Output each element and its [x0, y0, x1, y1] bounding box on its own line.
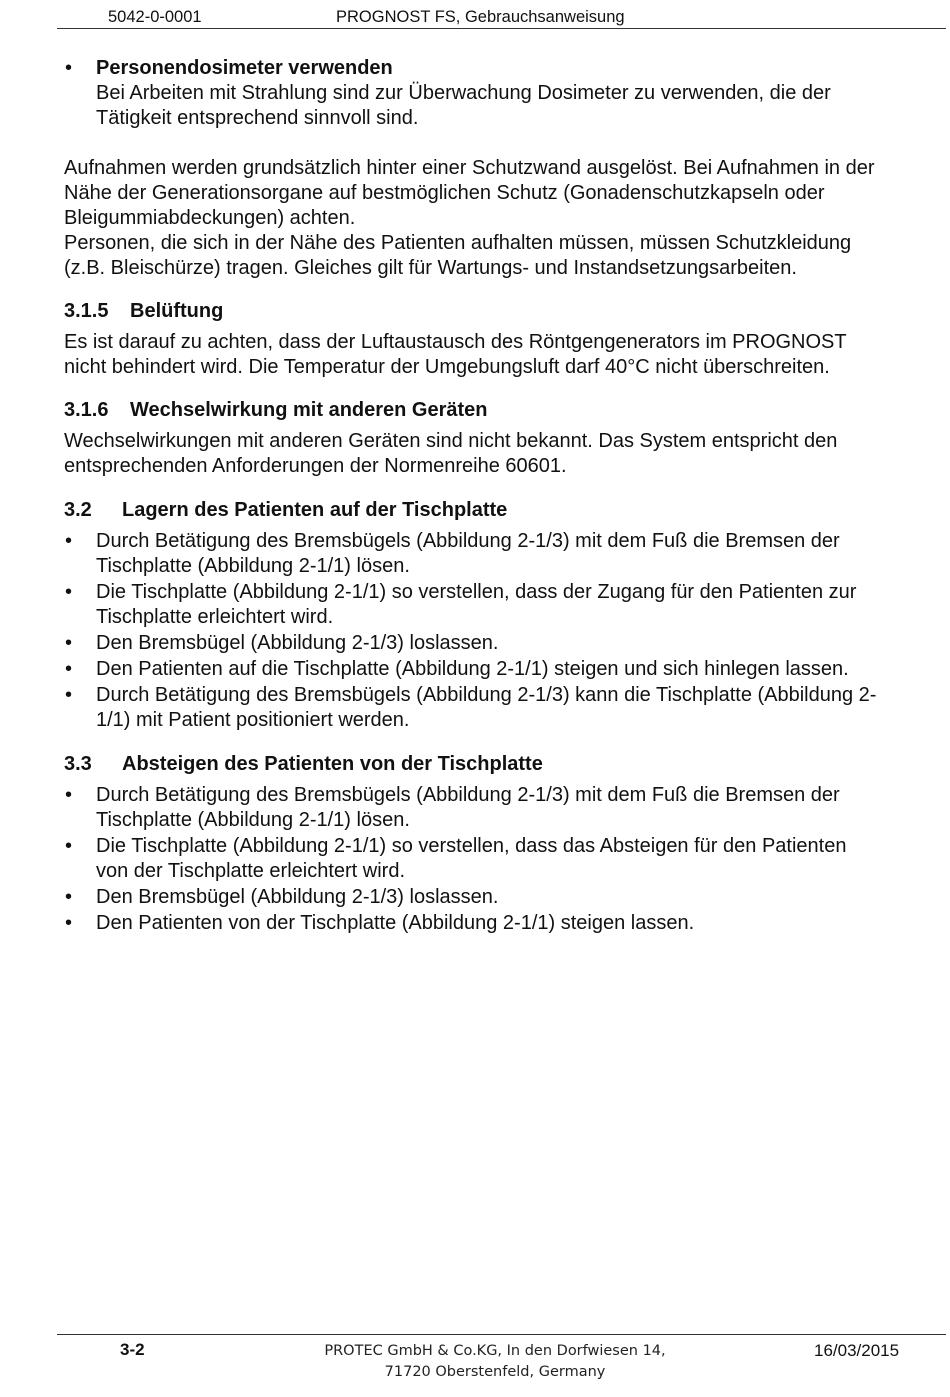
- paragraph: Es ist darauf zu achten, dass der Luftaustausch des Röntgengenerators im PROGNOST nicht behindert wird. Die Temperatur der Umgebungsluft darf 40°C nicht überschreiten.: [64, 331, 847, 378]
- company-address: [300, 1341, 690, 1383]
- list-item-text: Durch Betätigung des Bremsbügels (Abbildung 2-1/3) mit dem Fuß die Bremsen der Tischplatte (Abbildung 2-1/1) lösen.: [96, 530, 840, 577]
- list-item-text: Die Tischplatte (Abbildung 2-1/1) so verstellen, dass der Zugang für den Patienten zur Tischplatte erleichtert wird.: [96, 581, 857, 628]
- intro-list: [64, 56, 884, 131]
- list-item: [64, 683, 884, 733]
- list-item: [64, 529, 884, 579]
- list-item: [64, 783, 884, 833]
- list-item: [64, 631, 884, 656]
- section-heading: [64, 299, 884, 324]
- list-item: [64, 657, 884, 682]
- section-title: Belüftung: [130, 300, 224, 322]
- list-item-text: Den Patienten auf die Tischplatte (Abbildung 2-1/1) steigen und sich hinlegen lassen.: [96, 658, 849, 680]
- company-line: PROTEC GmbH & Co.KG, In den Dorfwiesen 14,: [324, 1343, 666, 1359]
- paragraph: Aufnahmen werden grundsätzlich hinter einer Schutzwand ausgelöst. Bei Aufnahmen in der Nähe der Generationsorgane auf bestmöglichen Schutz (Gonadenschutzkapseln oder Bleigummiabdeckungen) achten.: [64, 157, 875, 229]
- section-number: 3.2: [64, 499, 92, 521]
- steps-list: [64, 783, 884, 936]
- section-heading: [64, 752, 884, 777]
- page-content: [64, 56, 884, 937]
- section-title: Lagern des Patienten auf der Tischplatte: [122, 499, 508, 521]
- list-item: [64, 580, 884, 630]
- section-title: Absteigen des Patienten von der Tischplatte: [122, 753, 543, 775]
- bullet-icon: •: [65, 530, 73, 552]
- list-item-text: Die Tischplatte (Abbildung 2-1/1) so verstellen, dass das Absteigen für den Patienten von der Tischplatte erleichtert wird.: [96, 835, 847, 882]
- list-item-text: Den Patienten von der Tischplatte (Abbildung 2-1/1) steigen lassen.: [96, 912, 695, 934]
- bullet-icon: •: [65, 784, 73, 806]
- section-number: 3.1.5: [64, 300, 109, 322]
- list-item: [64, 885, 884, 910]
- section-number: 3.1.6: [64, 399, 109, 421]
- document-date: 16/03/2015: [814, 1341, 900, 1360]
- list-item: [64, 834, 884, 884]
- section-number: 3.3: [64, 753, 92, 775]
- list-item: [64, 911, 884, 936]
- header-divider: [57, 28, 946, 29]
- list-item-text: Den Bremsbügel (Abbildung 2-1/3) loslassen.: [96, 886, 499, 908]
- bullet-text: Bei Arbeiten mit Strahlung sind zur Überwachung Dosimeter zu verwenden, die der Tätigkeit entsprechend sinnvoll sind.: [96, 82, 831, 129]
- list-item-text: Durch Betätigung des Bremsbügels (Abbildung 2-1/3) mit dem Fuß die Bremsen der Tischplatte (Abbildung 2-1/1) lösen.: [96, 784, 840, 831]
- document-number: 5042-0-0001: [108, 8, 202, 26]
- section-heading: [64, 398, 884, 423]
- document-title: PROGNOST FS, Gebrauchsanweisung: [336, 8, 625, 26]
- bullet-icon: •: [65, 581, 73, 603]
- footer-divider: [57, 1334, 946, 1335]
- company-line: 71720 Oberstenfeld, Germany: [384, 1364, 606, 1380]
- bullet-icon: •: [65, 912, 73, 934]
- bullet-icon: •: [65, 658, 73, 680]
- list-item-text: Den Bremsbügel (Abbildung 2-1/3) loslassen.: [96, 632, 499, 654]
- bullet-icon: •: [65, 835, 73, 857]
- list-item-text: Durch Betätigung des Bremsbügels (Abbildung 2-1/3) kann die Tischplatte (Abbildung 2-1/1) mit Patient positioniert werden.: [96, 684, 877, 731]
- bullet-icon: •: [65, 684, 73, 706]
- bullet-icon: •: [65, 57, 73, 79]
- paragraph: Personen, die sich in der Nähe des Patienten aufhalten müssen, müssen Schutzkleidung (z.B. Bleischürze) tragen. Gleiches gilt für Wartungs- und Instandsetzungsarbeiten.: [64, 232, 852, 279]
- steps-list: [64, 529, 884, 733]
- page-footer: [0, 1334, 950, 1394]
- section-title: Wechselwirkung mit anderen Geräten: [130, 399, 488, 421]
- page-number: 3-2: [120, 1340, 145, 1359]
- bullet-icon: •: [65, 632, 73, 654]
- bullet-title: Personendosimeter verwenden: [96, 57, 393, 79]
- paragraph: Wechselwirkungen mit anderen Geräten sind nicht bekannt. Das System entspricht den entsprechenden Anforderungen der Normenreihe 60601.: [64, 430, 838, 477]
- page-header: [0, 6, 950, 30]
- bullet-icon: •: [65, 886, 73, 908]
- section-heading: [64, 498, 884, 523]
- list-item: [64, 56, 884, 131]
